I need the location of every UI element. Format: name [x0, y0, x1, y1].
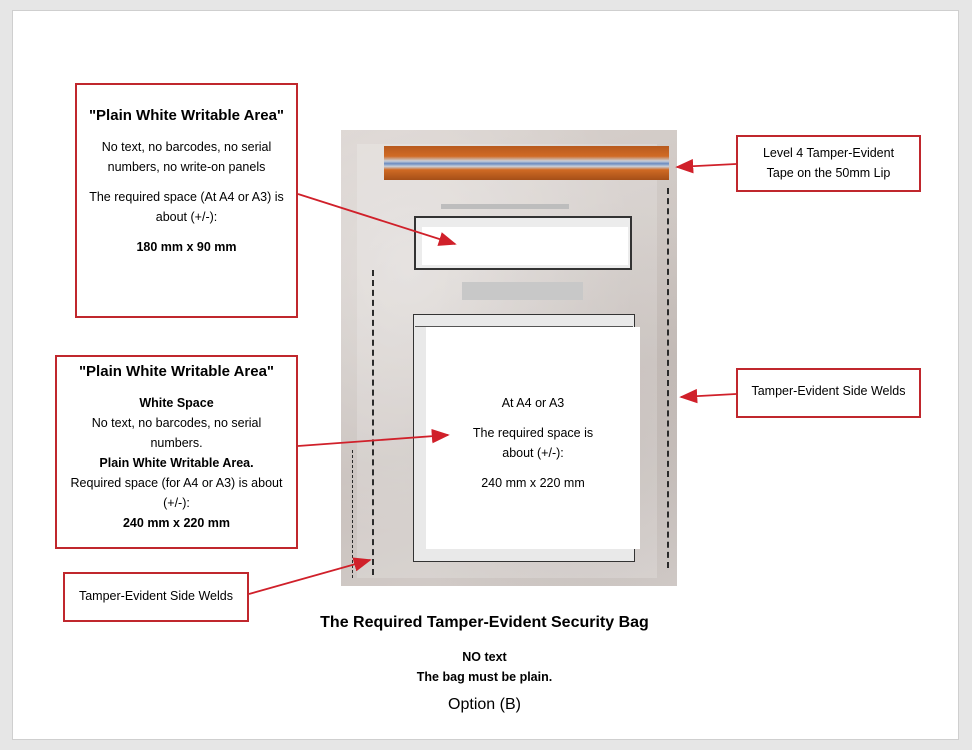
side-weld-left-outer — [352, 450, 353, 578]
callout-text: Level 4 Tamper-Evident — [762, 146, 895, 160]
side-weld-right — [667, 188, 669, 568]
panel-text: The required space is — [472, 426, 594, 440]
callout-text: Plain White Writable Area. — [99, 456, 254, 470]
callout-text: Tape on the 50mm Lip — [766, 166, 891, 180]
writable-panel-main — [426, 327, 640, 549]
panel-text: At A4 or A3 — [501, 396, 565, 410]
writable-panel-top — [422, 227, 628, 265]
callout-text: Required space (for A4 or A3) is about — [70, 476, 283, 490]
caption-line: NO text — [462, 650, 507, 664]
tamper-tape-strip — [384, 146, 669, 180]
callout-text: No text, no barcodes, no serial — [91, 416, 262, 430]
callout-label: Tamper-Evident Side Welds — [78, 589, 233, 603]
panel-text: about (+/-): — [502, 446, 564, 460]
panel-size: 240 mm x 220 mm — [481, 476, 585, 490]
caption-option: Option (B) — [448, 696, 521, 713]
callout-text: The required space (At A4 or A3) is — [89, 190, 284, 204]
callout-subtitle: White Space — [139, 396, 214, 410]
callout-label: Tamper-Evident Side Welds — [751, 384, 906, 398]
callout-title: "Plain White Writable Area" — [78, 363, 275, 380]
callout-text: (+/-): — [163, 496, 190, 510]
callout-tamper-tape — [736, 135, 921, 192]
caption-title: The Required Tamper-Evident Security Bag — [320, 614, 649, 631]
callout-text: numbers, no write-on panels — [107, 160, 266, 174]
callout-size: 180 mm x 90 mm — [136, 240, 237, 254]
caption-line: The bag must be plain. — [416, 670, 553, 684]
callout-title: "Plain White Writable Area" — [88, 107, 285, 124]
callout-side-welds-right — [736, 368, 921, 418]
callout-writable-area-top — [75, 83, 298, 318]
bag-label-strip — [462, 282, 583, 300]
callout-text: about (+/-): — [155, 210, 218, 224]
callout-text: No text, no barcodes, no serial — [101, 140, 272, 154]
security-bag-photo — [341, 130, 677, 586]
side-weld-left — [372, 270, 374, 575]
callout-writable-area-middle — [55, 355, 298, 549]
callout-size: 240 mm x 220 mm — [122, 516, 230, 530]
callout-text: numbers. — [150, 436, 203, 450]
bag-strip — [441, 204, 569, 209]
bag-form-header — [415, 316, 633, 327]
